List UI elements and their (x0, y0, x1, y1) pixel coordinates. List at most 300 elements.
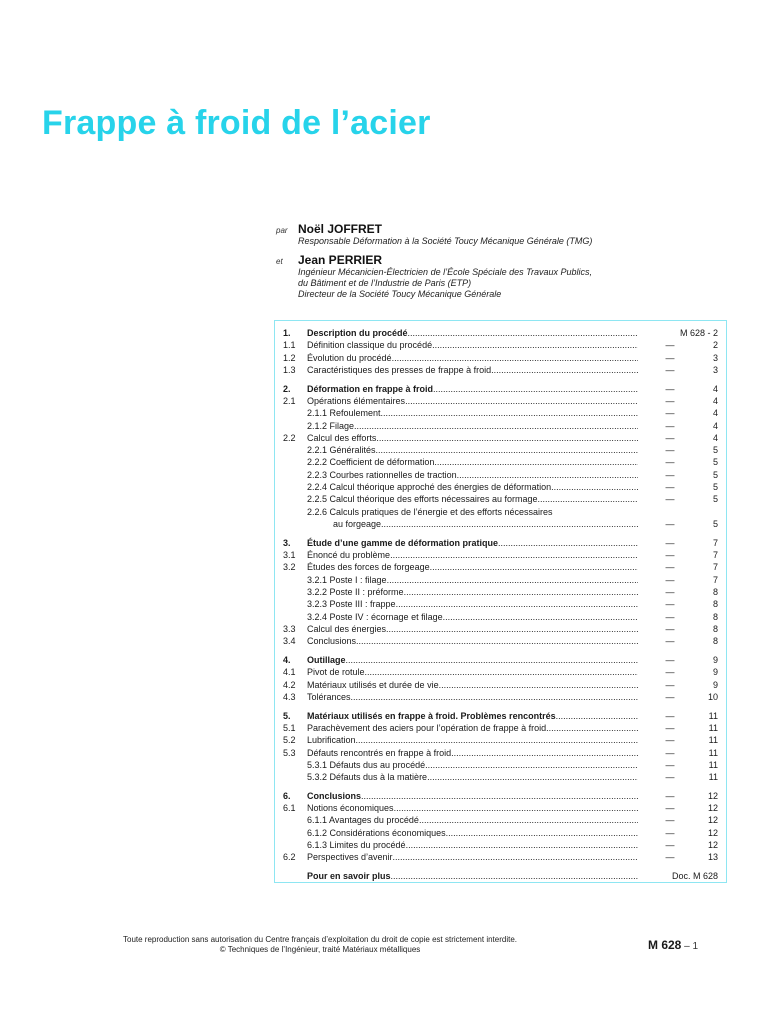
toc-page-number: 5 (712, 518, 718, 529)
toc-page-dash: — (665, 352, 675, 363)
toc-entry-label (307, 734, 638, 746)
toc-entry-label (307, 420, 638, 432)
toc-entry-title: au forgeage (333, 518, 382, 529)
toc-page-number: 9 (712, 667, 718, 678)
toc-entry[interactable] (283, 456, 718, 468)
toc-entry[interactable] (283, 814, 718, 826)
toc-entry-number: 2.1 (283, 395, 296, 406)
toc-entry-title: 2.1.1 Refoulement (307, 408, 381, 419)
dot-leader (498, 537, 638, 549)
toc-entry-title: 6.1.1 Avantages du procédé (307, 815, 419, 826)
toc-page-number: 8 (712, 599, 718, 610)
toc-entry-title: 2.2.4 Calcul théorique approché des énergies de déformation (307, 482, 552, 493)
toc-entry-title: 3.2.1 Poste I : filage (307, 574, 387, 585)
toc-page-number: 3 (712, 352, 718, 363)
toc-entry[interactable] (283, 710, 718, 722)
toc-entry-reference (638, 710, 718, 722)
dot-leader (451, 747, 638, 759)
toc-entry[interactable] (283, 747, 718, 759)
toc-entry-reference (638, 549, 718, 561)
toc-page-number: 8 (712, 636, 718, 647)
toc-entry-title: Étude d’une gamme de déformation pratique (307, 537, 499, 548)
toc-entry-label (307, 710, 638, 722)
toc-entry-number: 1. (283, 328, 291, 338)
dot-leader (381, 518, 638, 530)
toc-page-dash: — (665, 611, 675, 622)
toc-page-dash: — (665, 772, 675, 783)
toc-page-number: 5 (712, 469, 718, 480)
toc-entry-title: Conclusions (307, 790, 362, 801)
toc-entry-label (307, 518, 638, 530)
toc-entry-title: Description du procédé (307, 328, 408, 338)
toc-entry-number: 3.1 (283, 550, 296, 561)
toc-page-dash: — (665, 574, 675, 585)
toc-page-number: 11 (708, 710, 718, 721)
toc-entry-reference (638, 395, 718, 407)
toc-page-dash: — (665, 537, 675, 548)
toc-entry-title: Pivot de rotule (307, 667, 365, 678)
toc-entry[interactable] (283, 759, 718, 771)
toc-entry-reference (638, 493, 718, 505)
toc-entry-number: 3. (283, 537, 291, 548)
toc-page-dash: — (665, 445, 675, 456)
toc-entry[interactable] (283, 493, 718, 505)
toc-page-dash: — (665, 482, 675, 493)
author-role: Ingénieur Mécanicien-Électricien de l’École Spéciale des Travaux Publics, (298, 267, 592, 277)
toc-page-number: 5 (712, 445, 718, 456)
toc-entry-number: 1.3 (283, 364, 296, 375)
toc-entry[interactable] (283, 635, 718, 647)
toc-entry-title: 3.2.4 Poste IV : écornage et filage (307, 611, 443, 622)
toc-entry-reference (638, 598, 718, 610)
toc-entry[interactable] (283, 771, 718, 783)
toc-entry-number: 4.1 (283, 667, 296, 678)
toc-page-number: 8 (712, 586, 718, 597)
toc-page-number: 4 (712, 420, 718, 431)
toc-entry-label (307, 747, 638, 759)
toc-entry[interactable] (283, 734, 718, 746)
toc-entry-label (307, 679, 638, 691)
toc-entry-title: Perspectives d’avenir (307, 852, 393, 863)
dot-leader (406, 839, 638, 851)
toc-entry-reference (638, 364, 718, 376)
toc-entry-label (307, 327, 638, 339)
author-1 (276, 222, 736, 236)
toc-page-number: 11 (708, 772, 718, 783)
toc-page-number: 3 (712, 364, 718, 375)
toc-entry[interactable] (283, 364, 718, 376)
toc-entry[interactable] (283, 851, 718, 863)
dot-leader (432, 339, 638, 351)
toc-page-number: 11 (708, 747, 718, 758)
toc-page-number: 9 (712, 679, 718, 690)
toc-page-dash: — (665, 840, 675, 851)
toc-entry-number: 4. (283, 654, 291, 665)
toc-entry[interactable] (283, 339, 718, 351)
toc-page-dash: — (665, 364, 675, 375)
copyright-notice: Toute reproduction sans autorisation du Centre français d’exploitation du droit de copie est strictement interdite. (123, 935, 517, 944)
toc-entry-title: 5.3.1 Défauts dus au procédé (307, 759, 426, 770)
toc-entry-label (307, 691, 638, 703)
dot-leader (404, 586, 638, 598)
toc-entry-label (307, 814, 638, 826)
toc-entry-title: 6.1.2 Considérations économiques (307, 827, 446, 838)
toc-page-number: 5 (712, 494, 718, 505)
author-role: du Bâtiment et de l’Industrie de Paris (ETP) (298, 278, 472, 288)
toc-entry-label (307, 506, 638, 518)
author-role: Responsable Déformation à la Société Toucy Mécanique Générale (TMG) (298, 236, 593, 246)
toc-entry-title: 2.2.6 Calculs pratiques de l’énergie et des efforts nécessaires (307, 506, 553, 517)
dot-leader (434, 456, 638, 468)
toc-entry-title: Conclusions (307, 636, 357, 647)
toc-entry-label (307, 771, 638, 783)
toc-entry-reference (638, 870, 718, 882)
toc-entry-label (307, 383, 638, 395)
toc-page-number: 9 (712, 654, 718, 665)
toc-entry-title: Calcul des énergies (307, 623, 387, 634)
toc-entry-label (307, 481, 638, 493)
toc-entry[interactable] (283, 537, 718, 549)
toc-page-number: 4 (712, 383, 718, 394)
toc-entry-number: 5.1 (283, 722, 296, 733)
toc-entry[interactable] (283, 469, 718, 481)
toc-entry-title: Études des forces de forgeage (307, 562, 430, 573)
toc-page-number: Doc. M 628 (671, 871, 718, 882)
dot-leader (361, 790, 638, 802)
toc-page-number: 4 (712, 395, 718, 406)
toc-entry-label (307, 444, 638, 456)
toc-entry-number: 5.2 (283, 735, 296, 746)
toc-entry-reference (638, 481, 718, 493)
dot-leader (427, 771, 638, 783)
dot-leader (396, 598, 638, 610)
toc-entry[interactable] (283, 574, 718, 586)
toc-page-dash: — (665, 494, 675, 505)
toc-entry-title: Caractéristiques des presses de frappe à froid (307, 364, 492, 375)
toc-entry-label (307, 537, 638, 549)
toc-page-dash: — (665, 562, 675, 573)
toc-entry-number: 4.2 (283, 679, 296, 690)
toc-entry[interactable] (283, 561, 718, 573)
document-code: M 628 (648, 938, 682, 952)
toc-entry-reference (638, 432, 718, 444)
toc-entry[interactable] (283, 654, 718, 666)
toc-page-number: 8 (712, 623, 718, 634)
toc-entry-label (307, 493, 638, 505)
toc-entry-reference (638, 679, 718, 691)
toc-page-dash: — (665, 469, 675, 480)
toc-entry[interactable] (283, 327, 718, 339)
toc-entry-number: 1.2 (283, 352, 296, 363)
toc-page-dash: — (665, 710, 675, 721)
toc-entry[interactable] (283, 827, 718, 839)
toc-entry-reference (638, 537, 718, 549)
toc-page-dash: — (665, 518, 675, 529)
dot-leader (392, 352, 638, 364)
toc-entry-reference (638, 420, 718, 432)
toc-entry-title: Matériaux utilisés et durée de vie (307, 679, 439, 690)
document-title: Frappe à froid de l’acier (42, 104, 431, 142)
toc-entry-title: Parachèvement des aciers pour l’opération de frappe à froid (307, 722, 547, 733)
toc-entry-title: Déformation en frappe à froid (307, 383, 434, 394)
toc-entry-reference (638, 790, 718, 802)
toc-entry[interactable] (283, 352, 718, 364)
toc-page-dash: — (665, 827, 675, 838)
toc-entry-reference (638, 586, 718, 598)
dot-leader (430, 561, 638, 573)
toc-entry-number: 5. (283, 710, 291, 721)
toc-page-dash: — (665, 679, 675, 690)
toc-entry-title: 2.1.2 Filage (307, 420, 355, 431)
toc-entry-reference (638, 759, 718, 771)
toc-entry-label (307, 407, 638, 419)
toc-entry-title: Lubrification (307, 735, 356, 746)
dot-leader (391, 870, 638, 882)
toc-entry[interactable] (283, 598, 718, 610)
dot-leader (491, 364, 638, 376)
toc-entry[interactable] (283, 395, 718, 407)
copyright-footer (100, 935, 540, 955)
toc-entry-reference (638, 851, 718, 863)
toc-entry-reference (638, 623, 718, 635)
dot-leader (457, 469, 638, 481)
toc-entry-label (307, 561, 638, 573)
toc-entry-reference (638, 747, 718, 759)
dot-leader (408, 327, 638, 339)
toc-entry-reference (638, 456, 718, 468)
toc-entry-label (307, 790, 638, 802)
toc-entry-title: Matériaux utilisés en frappe à froid. Problèmes rencontrés (307, 710, 556, 721)
toc-page-number: 11 (708, 759, 718, 770)
page-index: 1 (692, 941, 699, 952)
toc-entry-label (307, 635, 638, 647)
toc-entry-reference (638, 407, 718, 419)
toc-page-dash: — (665, 803, 675, 814)
toc-entry-reference (638, 691, 718, 703)
toc-page-dash: — (665, 395, 675, 406)
toc-page-dash: — (665, 722, 675, 733)
dot-leader (365, 666, 638, 678)
dot-leader (351, 691, 638, 703)
toc-page-dash: — (665, 735, 675, 746)
toc-entry-reference (638, 574, 718, 586)
toc-page-dash: — (665, 654, 675, 665)
dot-leader (546, 722, 638, 734)
toc-entry-reference (638, 722, 718, 734)
toc-entry[interactable] (283, 679, 718, 691)
toc-entry-title: 2.2.3 Courbes rationnelles de traction (307, 469, 457, 480)
toc-entry-label (307, 586, 638, 598)
toc-page-number: 8 (712, 611, 718, 622)
toc-entry[interactable] (283, 549, 718, 561)
toc-entry[interactable] (283, 420, 718, 432)
dot-leader (443, 611, 638, 623)
toc-page-dash: — (665, 586, 675, 597)
toc-entry-label (307, 722, 638, 734)
toc-page-number: 12 (707, 790, 718, 801)
toc-entry-title: 2.2.1 Généralités (307, 445, 376, 456)
toc-entry-label (307, 432, 638, 444)
toc-entry-label (307, 654, 638, 666)
toc-entry[interactable] (283, 432, 718, 444)
toc-entry-number: 4.3 (283, 691, 296, 702)
toc-page-number: 7 (712, 537, 718, 548)
toc-entry-title: Pour en savoir plus (307, 871, 391, 882)
toc-page-dash: — (665, 790, 675, 801)
toc-entry-number: 1.1 (283, 340, 296, 351)
toc-entry-reference (638, 839, 718, 851)
toc-page-number: 2 (712, 340, 718, 351)
toc-entry-label (307, 759, 638, 771)
dot-leader (556, 710, 638, 722)
dot-leader (551, 481, 638, 493)
dot-leader (381, 407, 638, 419)
toc-entry-title: 5.3.2 Défauts dus à la matière (307, 772, 428, 783)
toc-entry-reference (638, 771, 718, 783)
author-prefix: et (276, 257, 283, 266)
toc-page-number: 12 (707, 840, 718, 851)
toc-entry-number: 5.3 (283, 747, 296, 758)
toc-entry[interactable] (283, 691, 718, 703)
dot-leader (356, 635, 638, 647)
toc-entry-label (307, 469, 638, 481)
toc-entry[interactable] (283, 611, 718, 623)
toc-entry-number: 6.1 (283, 803, 296, 814)
dot-leader (394, 802, 638, 814)
toc-page-dash: — (665, 432, 675, 443)
table-of-contents (274, 320, 727, 883)
toc-entry[interactable] (283, 506, 718, 518)
toc-page-number: 11 (708, 722, 718, 733)
toc-page-dash: — (665, 599, 675, 610)
toc-page-dash: — (665, 691, 675, 702)
toc-entry-title: 3.2.3 Poste III : frappe (307, 599, 396, 610)
toc-entry[interactable] (283, 586, 718, 598)
toc-page-dash: — (665, 667, 675, 678)
toc-entry-title: Outillage (307, 654, 346, 665)
toc-entry-reference (638, 352, 718, 364)
toc-page-dash: — (665, 623, 675, 634)
toc-entry[interactable] (283, 383, 718, 395)
dot-leader (439, 679, 638, 691)
toc-entry-title: Opérations élémentaires (307, 395, 406, 406)
toc-entry[interactable] (283, 407, 718, 419)
toc-entry-title: 6.1.3 Limites du procédé (307, 840, 406, 851)
dot-leader (387, 574, 638, 586)
toc-entry-reference (638, 383, 718, 395)
toc-entry-reference (638, 827, 718, 839)
toc-page-number: 7 (712, 562, 718, 573)
toc-page-dash: — (665, 815, 675, 826)
toc-page-dash: — (665, 636, 675, 647)
toc-entry-label (307, 339, 638, 351)
dot-leader (433, 383, 638, 395)
toc-page-dash: — (665, 340, 675, 351)
toc-entry-number: 6. (283, 790, 291, 801)
toc-entry-reference (638, 339, 718, 351)
toc-entry-reference (638, 734, 718, 746)
toc-page-number: 12 (707, 803, 718, 814)
toc-entry[interactable] (283, 722, 718, 734)
toc-entry[interactable] (283, 870, 718, 882)
toc-page-number: 7 (712, 550, 718, 561)
toc-entry-reference (638, 444, 718, 456)
toc-page-number: M 628 - 2 (679, 328, 718, 338)
toc-entry-title: Définition classique du procédé (307, 340, 433, 351)
toc-entry-reference (638, 518, 718, 530)
dot-leader (346, 654, 638, 666)
toc-entry-title: Tolérances (307, 691, 351, 702)
dot-leader (537, 493, 638, 505)
toc-entry-number: 3.3 (283, 623, 296, 634)
toc-page-number: 4 (712, 432, 718, 443)
toc-page-number: 10 (707, 691, 718, 702)
toc-entry-label (307, 666, 638, 678)
toc-page-dash: — (665, 420, 675, 431)
toc-entry[interactable] (283, 444, 718, 456)
toc-entry-reference (638, 666, 718, 678)
toc-entry-label (307, 611, 638, 623)
dot-leader (356, 734, 638, 746)
author-role: Directeur de la Société Toucy Mécanique Générale (298, 289, 502, 299)
toc-entry-reference (638, 469, 718, 481)
toc-entry-label (307, 827, 638, 839)
toc-page-number: 11 (708, 735, 718, 746)
toc-entry-title: Énoncé du problème (307, 550, 391, 561)
authors-block (276, 222, 736, 300)
toc-entry-label (307, 598, 638, 610)
toc-page-dash: — (665, 550, 675, 561)
toc-entry-label (307, 352, 638, 364)
toc-entry[interactable] (283, 623, 718, 635)
dot-leader (419, 814, 638, 826)
toc-page-number: 7 (712, 574, 718, 585)
toc-page-number: 13 (707, 852, 718, 863)
toc-entry-label (307, 623, 638, 635)
toc-page-number: 5 (712, 457, 718, 468)
toc-entry-reference (638, 561, 718, 573)
toc-entry-label (307, 802, 638, 814)
toc-entry-label (307, 456, 638, 468)
toc-entry-label (307, 574, 638, 586)
dot-leader (376, 444, 638, 456)
author-name: Jean PERRIER (298, 253, 383, 267)
toc-entry-reference (638, 814, 718, 826)
toc-entry-label (307, 549, 638, 561)
toc-entry[interactable] (283, 802, 718, 814)
toc-entry-title: Notions économiques (307, 803, 394, 814)
toc-entry[interactable] (283, 839, 718, 851)
toc-entry-title: 2.2.2 Coefficient de déformation (307, 457, 435, 468)
toc-entry-reference (638, 327, 718, 339)
toc-page-dash: — (665, 408, 675, 419)
toc-page-number: 12 (707, 827, 718, 838)
toc-entry-number: 3.4 (283, 636, 296, 647)
toc-entry[interactable] (283, 666, 718, 678)
toc-entry[interactable] (283, 790, 718, 802)
toc-page-dash: — (665, 852, 675, 863)
dot-leader (425, 759, 638, 771)
toc-page-number: 5 (712, 482, 718, 493)
dot-leader (376, 432, 638, 444)
toc-entry[interactable] (283, 481, 718, 493)
toc-page-dash: — (665, 383, 675, 394)
toc-entry-title: Calcul des efforts (307, 432, 377, 443)
toc-page-number: 4 (712, 408, 718, 419)
toc-entry[interactable] (283, 518, 718, 530)
page-separator: – (681, 941, 693, 952)
author-2 (276, 253, 736, 267)
